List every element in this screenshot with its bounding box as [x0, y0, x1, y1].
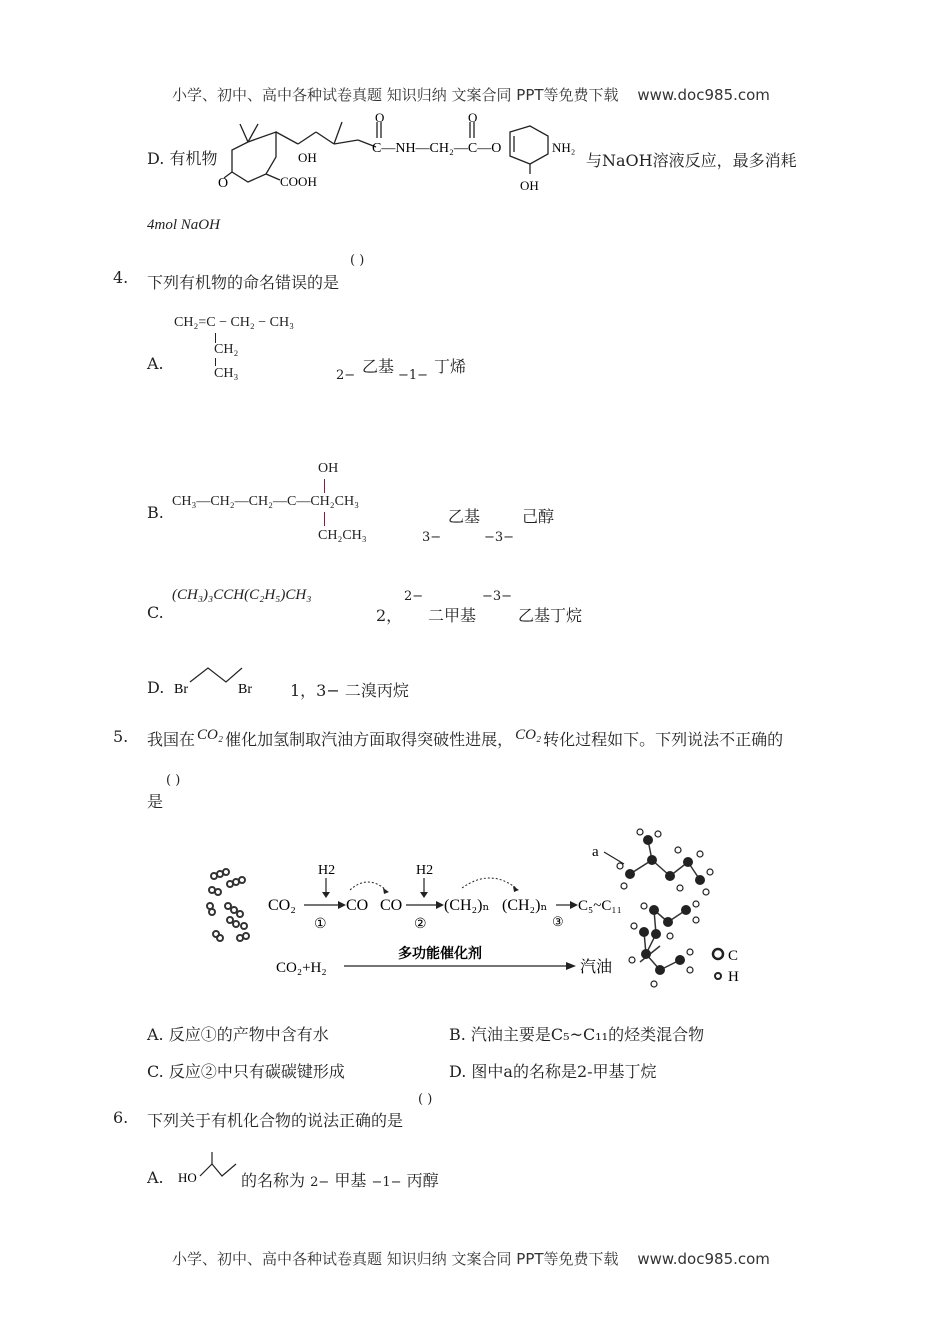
br-left: Br: [174, 682, 188, 697]
q4-a-name-part4: 丁烯: [434, 357, 467, 376]
ch2n-species-1: (CH₂)ₙ: [444, 897, 490, 914]
hydrogen-atoms: [617, 829, 713, 987]
step-3: ③: [552, 914, 564, 929]
step-1: ①: [314, 917, 327, 932]
q4-a-label: A.: [147, 354, 164, 373]
legend-hydrogen: H: [728, 969, 739, 985]
step-2: ②: [414, 917, 427, 932]
nh2-label: NH₂: [552, 140, 576, 155]
co2-species: CO₂: [268, 897, 296, 914]
q4-b-main-chain: CH₃—CH₂—CH₂—C—CH₂CH₃: [172, 494, 359, 509]
q4-d-skeletal-structure: [170, 660, 270, 700]
legend-carbon-icon: [713, 949, 723, 959]
ch2n-species-2: (CH₂)ₙ: [502, 897, 548, 914]
q3-structure-diagram: [218, 112, 588, 200]
product-label: 汽油: [580, 959, 613, 976]
q6-a-skeletal-structure: [176, 1150, 246, 1190]
q4-paren: ( ): [350, 253, 365, 268]
q4-c-name-part3: 二甲基: [428, 606, 477, 625]
q5-stem-line1: 我国在 CO₂ 催化加氢制取汽油方面取得突破性进展， CO₂ 转化过程如下。下列说法不正确的: [147, 727, 784, 749]
q4-b-branch: CH₂CH₃: [318, 528, 367, 543]
q4-b-name-part1: 3−: [422, 530, 442, 545]
carbonyl-o-2: O: [468, 112, 478, 125]
amide-ester-chain: C—NH—CH₂—C—O: [372, 141, 502, 156]
q4-d-label: D.: [147, 678, 165, 697]
q4-d-name: 1，3− 二溴丙烷: [290, 681, 409, 700]
q4-c-name-part2: 2−: [404, 589, 424, 604]
co2-molecule-cluster: [207, 869, 249, 941]
footer-url: www.doc985.com: [637, 1250, 770, 1268]
footer-text: 小学、初中、高中各种试卷真题 知识归纳 文案合同 PPT等免费下载: [172, 1250, 619, 1268]
q4-a-name-part1: 2−: [336, 368, 356, 383]
q4-c-name-part5: 乙基丁烷: [518, 606, 583, 625]
ring-o: O: [218, 176, 229, 191]
co-species-2: CO: [380, 897, 403, 914]
q3-option-d-suffix: 与NaOH溶液反应，最多消耗: [586, 151, 797, 170]
q4-c-name-part1: 2，: [376, 606, 403, 625]
q5-stem-line2: 是: [147, 792, 164, 811]
q4-a-line3: CH₃: [214, 366, 239, 381]
q4-b-name-part3: −3−: [484, 530, 515, 545]
h2-label-1: H2: [318, 863, 336, 878]
q4-number: 4.: [113, 268, 129, 287]
q4-a-line1: CH₂=C − CH₂ − CH₃: [174, 315, 295, 330]
cooh-label: COOH: [280, 174, 317, 189]
q4-b-label: B.: [147, 503, 164, 522]
header-url: www.doc985.com: [637, 86, 770, 104]
q4-a-name-part2: 乙基: [362, 357, 395, 376]
legend-carbon: C: [728, 948, 739, 964]
q4-c-name-part4: −3−: [482, 589, 513, 604]
catalyst-label: 多功能催化剂: [398, 947, 482, 962]
carbonyl-o-1: O: [375, 112, 385, 125]
q5-option-b: B. 汽油主要是C₅~C₁₁的烃类混合物: [449, 1025, 705, 1044]
page-footer: [172, 1248, 770, 1269]
q4-b-bond-bottom: [324, 512, 325, 526]
q6-a-label: A.: [147, 1168, 164, 1187]
q6-paren: ( ): [418, 1092, 433, 1107]
molecule-a-label: a: [592, 844, 599, 860]
q4-a-name-part3: −1−: [398, 368, 429, 383]
q5-number: 5.: [113, 727, 129, 746]
q4-c-formula: (CH₃)₃CCH(C₂H₅)CH₃: [172, 587, 312, 603]
br-right: Br: [238, 682, 252, 697]
co-species-1: CO: [346, 897, 369, 914]
oh-label-1: OH: [298, 150, 317, 165]
c5-c11-species: C₅~C₁₁: [578, 898, 622, 914]
q4-a-bond2: [215, 358, 216, 366]
q5-option-a: A. 反应①的产物中含有水: [147, 1025, 329, 1044]
q3-option-d-label: D. 有机物: [147, 149, 218, 168]
legend-hydrogen-icon: [715, 973, 721, 979]
q5-paren: ( ): [166, 773, 181, 788]
q4-c-label: C.: [147, 603, 164, 622]
ho-label: HO: [178, 1170, 197, 1185]
q5-co2-conversion-figure: [200, 826, 760, 996]
q6-number: 6.: [113, 1108, 129, 1127]
h2-label-2: H2: [416, 863, 434, 878]
q4-a-line2: CH₂: [214, 342, 239, 357]
header-text: 小学、初中、高中各种试卷真题 知识归纳 文案合同 PPT等免费下载: [172, 86, 619, 104]
oh-label-2: OH: [520, 178, 539, 193]
q4-b-name-part4: 己醇: [522, 507, 555, 526]
q4-b-oh: OH: [318, 461, 339, 476]
q6-stem: 下列关于有机化合物的说法正确的是: [147, 1111, 404, 1130]
reactants-label: CO₂+H₂: [276, 960, 327, 976]
q5-option-c: C. 反应②中只有碳碳键形成: [147, 1062, 345, 1081]
q5-option-d: D. 图中a的名称是2-甲基丁烷: [449, 1062, 657, 1081]
q4-b-name-part2: 乙基: [448, 507, 481, 526]
q4-stem: 下列有机物的命名错误的是: [147, 273, 340, 292]
q6-a-name: 的名称为 2− 甲基 −1− 丙醇: [241, 1171, 439, 1190]
page-header: [172, 84, 770, 105]
q3-option-d-answer: 4mol NaOH: [147, 217, 220, 233]
q4-b-bond-top: [324, 479, 325, 493]
